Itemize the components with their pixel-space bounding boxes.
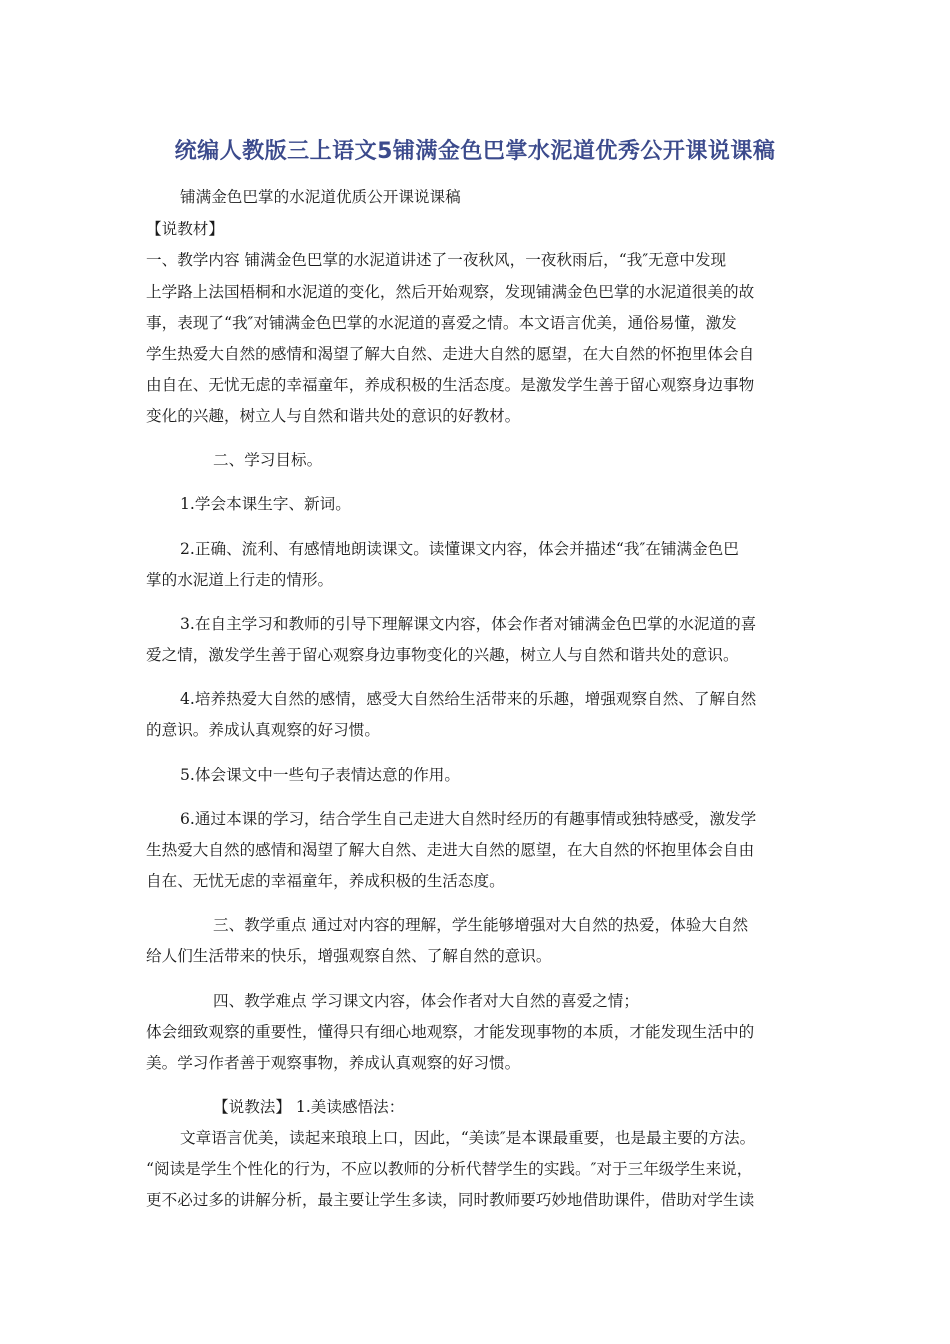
goal-item-4: 4.培养热爱大自然的感情，感受大自然给生活带来的乐趣，增强观察自然、了解自然: [180, 690, 757, 708]
paragraph-line: 美。学习作者善于观察事物，养成认真观察的好习惯。: [146, 1054, 521, 1072]
paragraph-line: 掌的水泥道上行走的情形。: [146, 571, 334, 589]
paragraph-line: “阅读是学生个性化的行为，不应以教师的分析代替学生的实践。″对于三年级学生来说，: [146, 1160, 753, 1178]
paragraph-line: 更不必过多的讲解分析，最主要让学生多读，同时教师要巧妙地借助课件，借助对学生读: [146, 1191, 755, 1209]
paragraph-line: 文章语言优美，读起来琅琅上口，因此，“美读″是本课最重要，也是最主要的方法。: [180, 1129, 756, 1147]
paragraph-line: 由自在、无忧无虑的幸福童年，养成积极的生活态度。是激发学生善于留心观察身边事物: [146, 376, 755, 394]
paragraph-line: 爱之情，激发学生善于留心观察身边事物变化的兴趣，树立人与自然和谐共处的意识。: [146, 646, 739, 664]
goal-item-2: 2.正确、流利、有感情地朗读课文。读懂课文内容，体会并描述“我″在铺满金色巴: [180, 540, 739, 558]
section-heading-textbook: 【说教材】: [146, 220, 224, 238]
paragraph-line: 体会细致观察的重要性，懂得只有细心地观察，才能发现事物的本质，才能发现生活中的: [146, 1023, 755, 1041]
paragraph-line: 自在、无忧无虑的幸福童年，养成积极的生活态度。: [146, 872, 505, 890]
section-heading-methods: 【说教法】 1.美读感悟法：: [213, 1098, 405, 1116]
goal-item-1: 1.学会本课生字、新词。: [180, 495, 351, 513]
goal-item-6: 6.通过本课的学习，结合学生自己走进大自然时经历的有趣事情或独特感受，激发学: [180, 810, 757, 828]
document-subtitle: 铺满金色巴掌的水泥道优质公开课说课稿: [180, 188, 461, 206]
paragraph-line: 一、教学内容 铺满金色巴掌的水泥道讲述了一夜秋风，一夜秋雨后，“我″无意中发现: [146, 251, 727, 269]
paragraph-line: 生热爱大自然的感情和渴望了解大自然、走进大自然的愿望，在大自然的怀抱里体会自由: [146, 841, 755, 859]
document-title: 统编人教版三上语文5铺满金色巴掌水泥道优秀公开课说课稿: [174, 139, 776, 164]
paragraph-line: 变化的兴趣，树立人与自然和谐共处的意识的好教材。: [146, 407, 521, 425]
section-heading-key-points: 三、教学重点 通过对内容的理解，学生能够增强对大自然的热爱，体验大自然: [213, 916, 749, 934]
paragraph-line: 给人们生活带来的快乐，增强观察自然、了解自然的意识。: [146, 947, 552, 965]
goal-item-5: 5.体会课文中一些句子表情达意的作用。: [180, 766, 460, 784]
paragraph-line: 事，表现了“我″对铺满金色巴掌的水泥道的喜爱之情。本文语言优美，通俗易懂，激发: [146, 314, 737, 332]
paragraph-line: 上学路上法国梧桐和水泥道的变化，然后开始观察，发现铺满金色巴掌的水泥道很美的故: [146, 283, 755, 301]
section-heading-goals: 二、学习目标。: [213, 451, 323, 469]
paragraph-line: 的意识。养成认真观察的好习惯。: [146, 721, 380, 739]
paragraph-line: 学生热爱大自然的感情和渴望了解大自然、走进大自然的愿望，在大自然的怀抱里体会自: [146, 345, 755, 363]
section-heading-difficulties: 四、教学难点 学习课文内容，体会作者对大自然的喜爱之情；: [213, 992, 639, 1010]
goal-item-3: 3.在自主学习和教师的引导下理解课文内容，体会作者对铺满金色巴掌的水泥道的喜: [180, 615, 757, 633]
